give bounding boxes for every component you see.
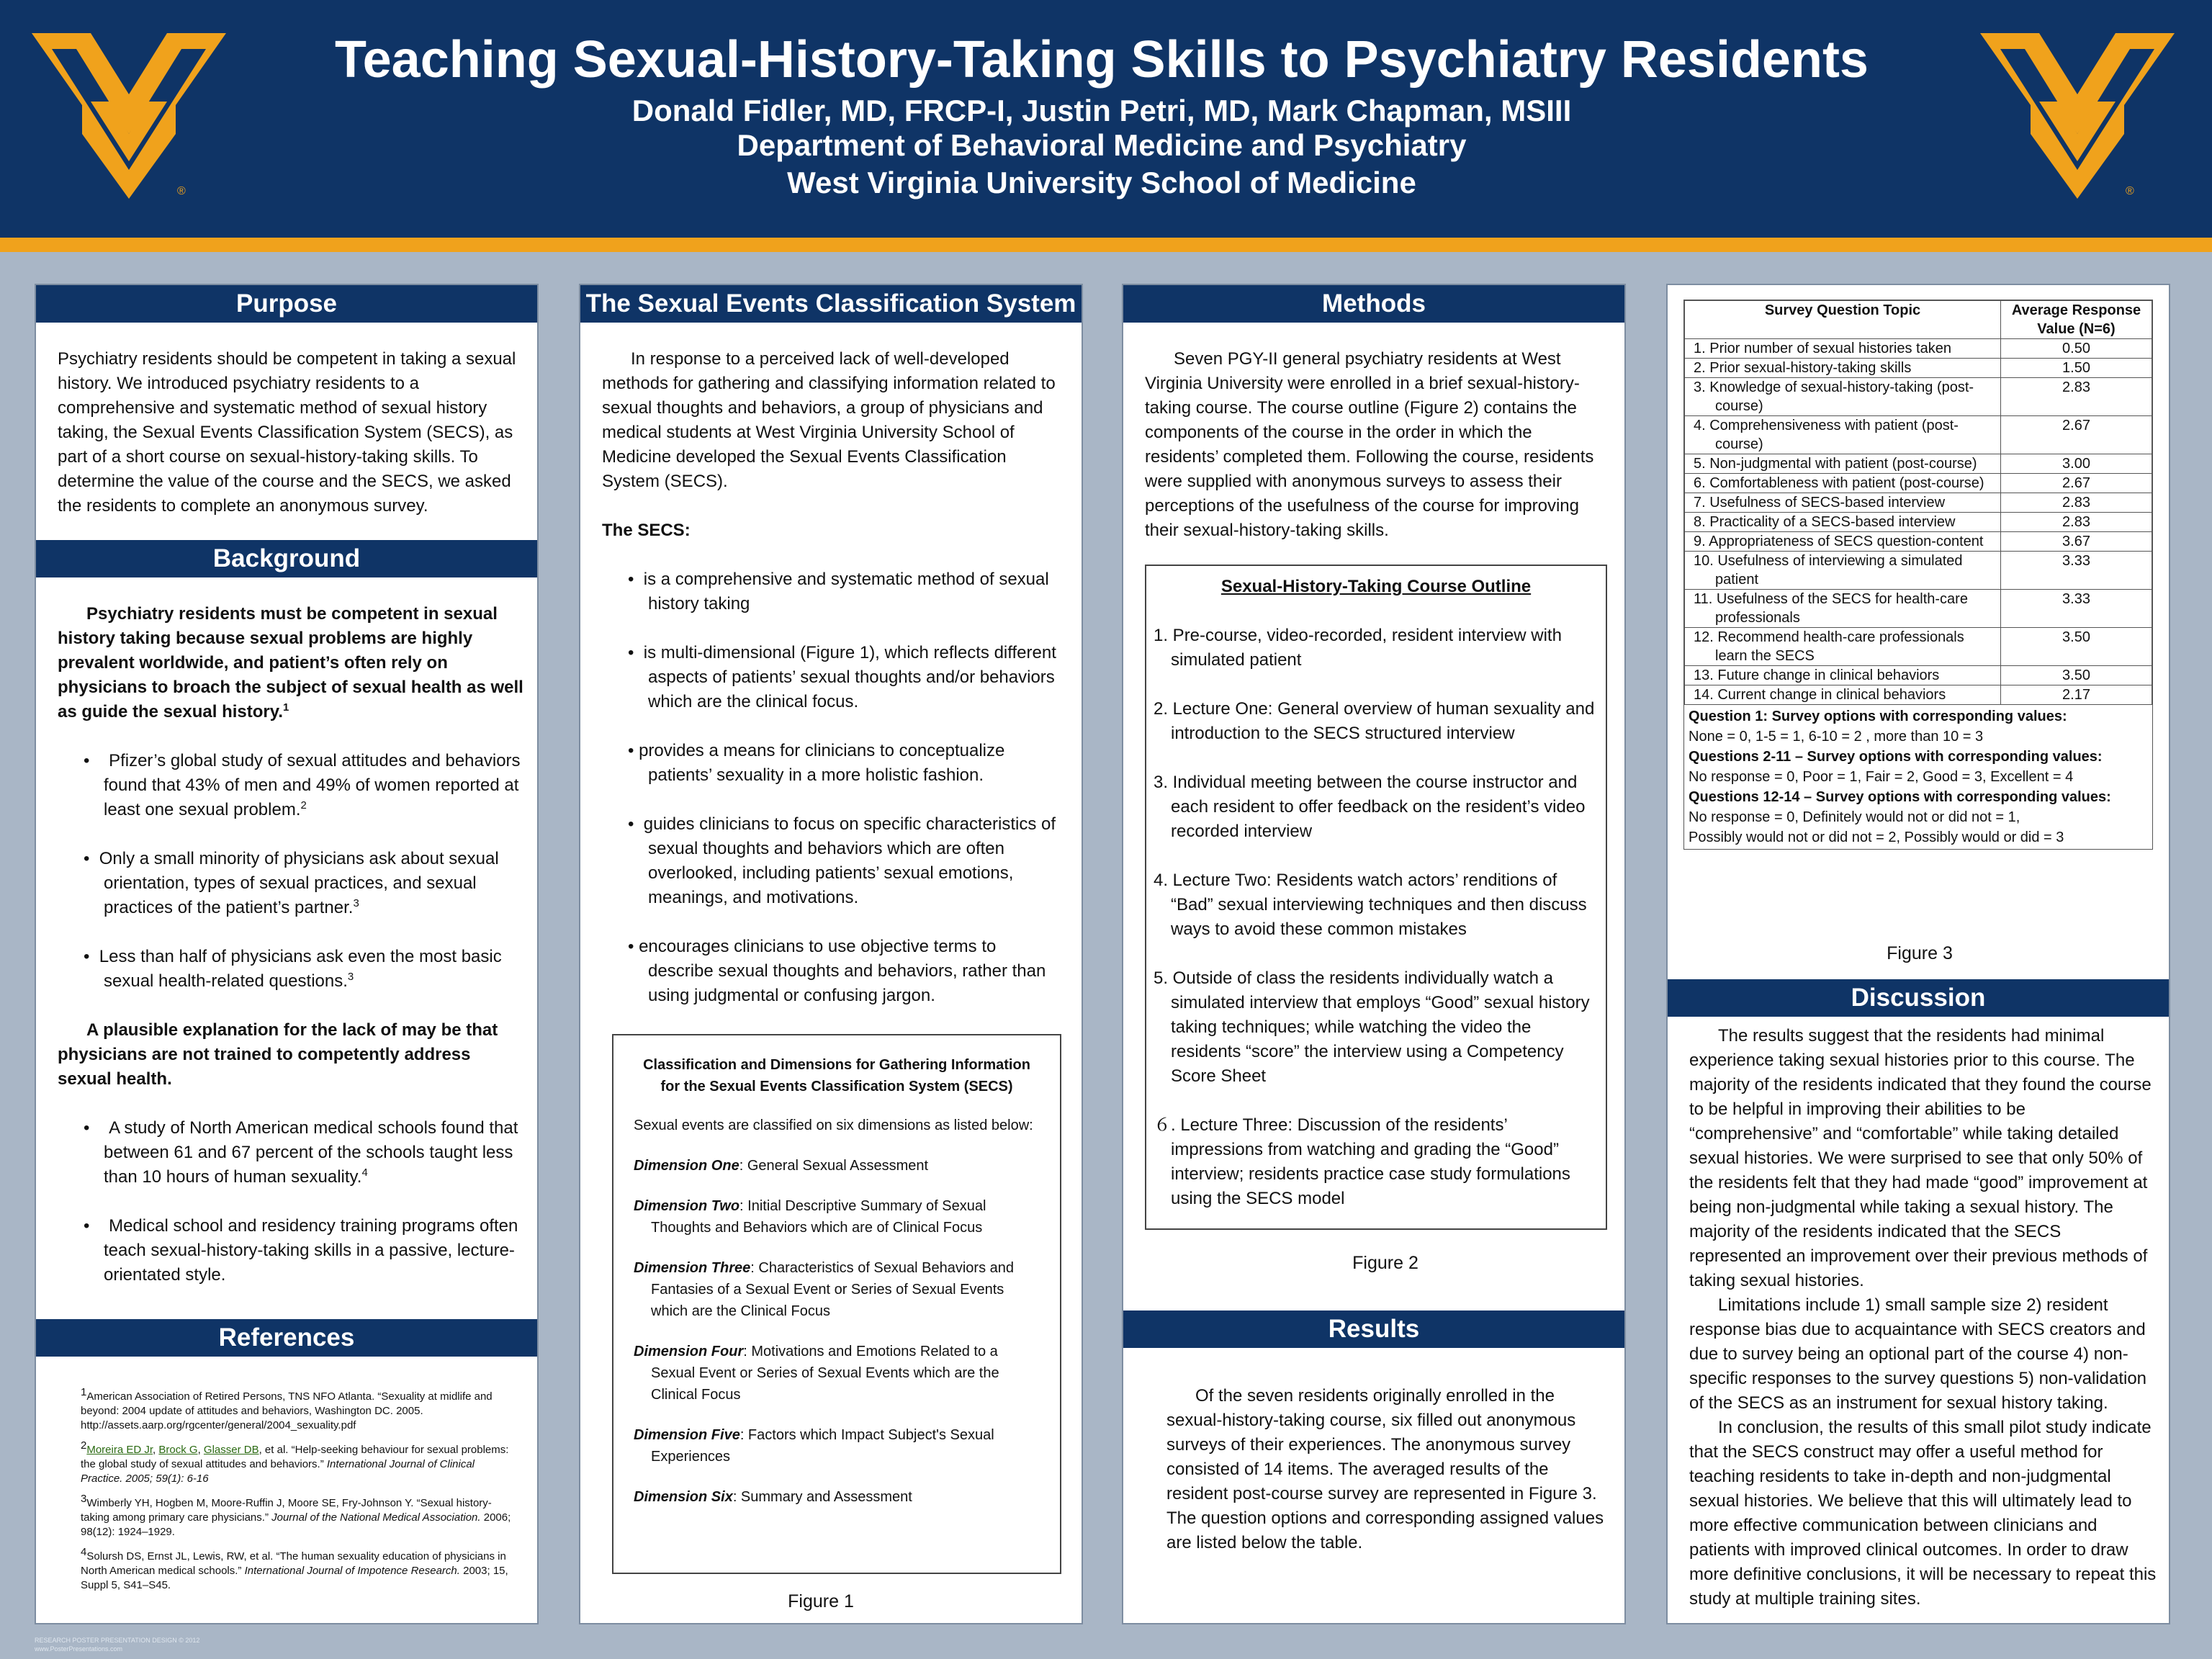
survey-topic-cell: 8. Practicality of a SECS-based interview <box>1685 513 2001 532</box>
reference-2-num: 2 <box>81 1439 87 1452</box>
survey-row <box>1685 416 2152 454</box>
reference-1-text: American Association of Retired Persons, TNS NFO Atlanta. “Sexuality at midlife and beyond: 2004 update of attitudes and behaviors, Washington DC. 2005. http://assets.aarp.org/rgcenter/general/2004_sexuality.pdf <box>81 1390 493 1431</box>
background-bullet-5-text: Medical school and residency training programs often teach sexual-history-taking skills in a passive, lecture-orientated style. <box>104 1216 518 1285</box>
secs-text <box>602 347 1063 1008</box>
survey-topic-cell: 2. Prior sexual-history-taking skills <box>1685 359 2001 378</box>
results-heading: Results <box>1123 1310 1624 1348</box>
reference-2-author-link-3[interactable]: Glasser DB <box>203 1444 259 1456</box>
background-bullet-4-text: A study of North American medical schools found that between 61 and 67 percent of the schools taught less than 10 hours of human sexuality. <box>104 1118 518 1187</box>
survey-col-topic: Survey Question Topic <box>1685 301 2001 339</box>
dimension-five-text: : Factors which Impact Subject's Sexual Experiences <box>651 1427 994 1465</box>
dimension-three-text: : Characteristics of Sexual Behaviors and Fantasies of a Sexual Event or Series of Sexual Events which are the Clinical Focus <box>651 1260 1014 1319</box>
dimension-four-text: : Motivations and Emotions Related to a Sexual Event or Series of Sexual Events which are the Clinical Focus <box>651 1344 999 1403</box>
outline-item-2: 2. Lecture One: General overview of human sexuality and introduction to the SECS structured interview <box>1154 699 1595 743</box>
background-bullet-2-ref: 3 <box>353 897 359 909</box>
survey-q3-values-1: No response = 0, Definitely would not or did not = 1, <box>1689 809 2020 825</box>
survey-value-cell: 3.33 <box>2001 590 2152 628</box>
survey-notes <box>1684 705 2152 849</box>
reference-4 <box>81 1546 513 1593</box>
wv-logo-left <box>32 26 226 199</box>
survey-topic-cell: 3. Knowledge of sexual-history-taking (post-course) <box>1685 378 2001 416</box>
discussion-paragraph-3: In conclusion, the results of this small pilot study indicate that the SECS construct may offer a useful method for teaching residents to take in-depth and non-judgmental sexual histories. We believe that this will ultimately lead to more effective communication between clinicians and patients with improved clinical outcomes. In order to draw more definitive conclusions, it will be necessary to repeat this study at multiple training sites. <box>1689 1418 2157 1609</box>
outline-item-5: 5. Outside of class the residents individually watch a simulated interview that employs “Good” sexual history taking techniques; while watching the video the residents “score” the interview using a Competency Score Sheet <box>1154 968 1590 1086</box>
secs-bullet-2: • is multi-dimensional (Figure 1), which reflects different aspects of patients’ sexual thoughts and/or behaviors which are the clinical focus. <box>628 643 1056 711</box>
survey-value-cell: 3.67 <box>2001 532 2152 552</box>
background-explanation: A plausible explanation for the lack of may be that physicians are not trained to competently address sexual health. <box>58 1020 498 1089</box>
secs-bullet-2-text: is multi-dimensional (Figure 1), which reflects different aspects of patients’ sexual thoughts and/or behaviors which are the clinical focus. <box>643 643 1056 711</box>
survey-q3-values-2: Possibly would not or did not = 2, Possibly would or did = 3 <box>1689 830 2064 845</box>
figure-1-caption: Figure 1 <box>788 1591 854 1611</box>
secs-intro: In response to a perceived lack of well-developed methods for gathering and classifying information related to sexual thoughts and behaviors, a group of physicians and medical students at West Virginia University School of Medicine developed the Sexual Events Classification System (SECS). <box>602 349 1056 491</box>
survey-value-cell: 2.67 <box>2001 474 2152 493</box>
survey-q2-label: Questions 2-11 – Survey options with corresponding values: <box>1689 749 2103 765</box>
survey-table-box <box>1683 300 2153 850</box>
footer-line-2: www.PosterPresentations.com <box>35 1645 123 1653</box>
survey-row <box>1685 666 2152 685</box>
survey-value-cell: 2.83 <box>2001 493 2152 513</box>
dimension-one-text: : General Sexual Assessment <box>739 1158 929 1174</box>
survey-topic-cell: 12. Recommend health-care professionals learn the SECS <box>1685 628 2001 666</box>
survey-topic-cell: 14. Current change in clinical behaviors <box>1685 685 2001 705</box>
background-heading: Background <box>36 540 537 577</box>
background-bullet-4-ref: 4 <box>361 1166 368 1179</box>
background-bullet-4: • A study of North American medical schools found that between 61 and 67 percent of the schools taught less than 10 hours of human sexuality.$^4$ <box>84 1118 518 1187</box>
survey-row <box>1685 685 2152 705</box>
survey-value-cell: 1.50 <box>2001 359 2152 378</box>
reference-4-journal: International Journal of Impotence Research. <box>244 1565 460 1577</box>
secs-bullet-5: • encourages clinicians to use objective terms to describe sexual thoughts and behaviors, rather than using judgmental or confusing jargon. <box>628 937 1046 1005</box>
background-lead-ref: 1 <box>282 701 289 714</box>
survey-row <box>1685 493 2152 513</box>
background-lead-text: Psychiatry residents must be competent in sexual history taking because sexual problems are highly prevalent worldwide, and patient’s often rely on physicians to broach the subject of sexual health as well as guide the sexual history. <box>58 604 523 721</box>
figure-3-caption: Figure 3 <box>1887 943 1953 963</box>
secs-bullet-1: • is a comprehensive and systematic method of sexual history taking <box>628 570 1049 613</box>
poster-title: Teaching Sexual-History-Taking Skills to Psychiatry Residents <box>335 31 1869 89</box>
reference-3-num: 3 <box>81 1493 87 1505</box>
survey-row <box>1685 552 2152 590</box>
outline-item-1: 1. Pre-course, video-recorded, resident interview with simulated patient <box>1154 626 1562 670</box>
survey-q2-values: No response = 0, Poor = 1, Fair = 2, Good = 3, Excellent = 4 <box>1689 769 2074 785</box>
secs-bullet-4-text: guides clinicians to focus on specific characteristics of sexual thoughts and behaviors which are often overlooked, including patients’ sexual emotions, meanings, and motivations. <box>643 814 1056 907</box>
reference-4-rest: 2003; 15, Suppl 5, S41–S45. <box>81 1565 508 1591</box>
survey-value-cell: 3.50 <box>2001 628 2152 666</box>
survey-value-cell: 2.67 <box>2001 416 2152 454</box>
dimension-five <box>634 1424 1040 1467</box>
dimension-two <box>634 1195 1040 1238</box>
column-four <box>1666 284 2170 1624</box>
dimension-two-name: Dimension Two <box>634 1198 740 1214</box>
background-bullet-1-text: Pfizer’s global study of sexual attitudes and behaviors found that 43% of men and 49% of women reported at least one sexual problem. <box>104 751 521 819</box>
figure-1-title: Classification and Dimensions for Gathering Information for the Sexual Events Classification System (SECS) <box>643 1057 1030 1094</box>
background-bullet-2: • Only a small minority of physicians ask about sexual orientation, types of sexual practices, and sexual practices of the patient’s partner.$^3$ <box>84 849 499 917</box>
survey-row <box>1685 513 2152 532</box>
discussion-text <box>1689 1024 2157 1611</box>
survey-body <box>1685 339 2152 705</box>
references-heading: References <box>36 1319 537 1357</box>
survey-row <box>1685 378 2152 416</box>
survey-value-cell: 3.50 <box>2001 666 2152 685</box>
discussion-paragraph-2: Limitations include 1) small sample size 2) resident response bias due to acquaintance with SECS creators and due to survey being an optional part of the course 4) non-specific responses to the survey questions 5) non-validation of the SECS as an instrument for sexual history taking. <box>1689 1295 2147 1413</box>
reference-3-text: Wimberly YH, Hogben M, Moore-Ruffin J, Moore SE, Fry-Johnson Y. “Sexual history-taking among primary care physicians.” <box>81 1497 492 1524</box>
reference-1-num: 1 <box>81 1386 87 1398</box>
outline-item-6: ６. Lecture Three: Discussion of the residents’ impressions from watching and grading the “Good” interview; residents practice case study formulations using the SECS model <box>1154 1115 1570 1208</box>
dimension-two-text: : Initial Descriptive Summary of Sexual Thoughts and Behaviors which are of Clinical Focus <box>651 1198 986 1236</box>
survey-row <box>1685 359 2152 378</box>
survey-col-value: Average Response Value (N=6) <box>2001 301 2152 339</box>
outline-item-4: 4. Lecture Two: Residents watch actors’ renditions of “Bad” sexual interviewing techniques and then discuss ways to avoid these common mistakes <box>1154 871 1587 939</box>
survey-row <box>1685 454 2152 474</box>
survey-topic-cell: 5. Non-judgmental with patient (post-course) <box>1685 454 2001 474</box>
reference-3 <box>81 1493 513 1539</box>
header-gold-stripe <box>0 238 2212 252</box>
reference-2-author-link-1[interactable]: Moreira ED Jr <box>86 1444 153 1456</box>
reference-2-text: , et al. “Help-seeking behaviour for sexual problems: the global study of sexual attitudes and behaviors.” <box>81 1444 509 1470</box>
secs-bullet-4: • guides clinicians to focus on specific characteristics of sexual thoughts and behaviors which are often overlooked, including patients’ sexual emotions, meanings, and motivations. <box>628 814 1056 907</box>
secs-bullet-3: • provides a means for clinicians to conceptualize patients’ sexuality in a more holistic fashion. <box>628 741 1005 785</box>
purpose-text <box>58 347 518 543</box>
reference-4-text: Solursh DS, Ernst JL, Lewis, RW, et al. “The human sexuality education of physicians in North American medical schools.” <box>81 1550 506 1577</box>
results-paragraph: Of the seven residents originally enrolled in the sexual-history-taking course, six filled out anonymous surveys of their experiences. The anonymous survey consisted of 14 items. The averaged results of the resident post-course survey are represented in Figure 3. The question options and corresponding assigned values are listed below the table. <box>1166 1386 1604 1552</box>
survey-topic-cell: 13. Future change in clinical behaviors <box>1685 666 2001 685</box>
reference-3-journal: Journal of the National Medical Association. <box>271 1511 481 1524</box>
survey-value-cell: 2.83 <box>2001 378 2152 416</box>
dimension-one <box>634 1155 1040 1177</box>
methods-paragraph: Seven PGY-II general psychiatry residents at West Virginia University were enrolled in a brief sexual-history-taking course. The course outline (Figure 2) contains the components of the course in the order in which the residents’ completed them. Following the course, residents were supplied with anonymous surveys to assess their perceptions of the usefulness of the course for improving their sexual-history-taking skills. <box>1145 349 1594 540</box>
footer <box>35 1636 199 1653</box>
dimension-three-name: Dimension Three <box>634 1260 751 1276</box>
background-text <box>58 602 526 1287</box>
survey-q1-values: None = 0, 1-5 = 1, 6-10 = 2 , more than 10 = 3 <box>1689 729 1984 745</box>
survey-q3-label: Questions 12-14 – Survey options with corresponding values: <box>1689 789 2111 805</box>
reference-2: $^2$Moreira ED Jr, Brock G, Glasser DB, et al. “Help-seeking behaviour for sexual problems: the global study of sexual attitudes and behaviors.” International Journal of Clinical Practice. 2005; 59(1): 6-16 <box>81 1439 509 1485</box>
secs-bullet-5-text: encourages clinicians to use objective terms to describe sexual thoughts and behaviors, rather than using judgmental or confusing jargon. <box>639 937 1046 1005</box>
survey-topic-cell: 1. Prior number of sexual histories taken <box>1685 339 2001 359</box>
references-list <box>81 1386 513 1603</box>
survey-topic-cell: 11. Usefulness of the SECS for health-care professionals <box>1685 590 2001 628</box>
outline-title: Sexual-History-Taking Course Outline <box>1220 577 1532 596</box>
survey-topic-cell: 7. Usefulness of SECS-based interview <box>1685 493 2001 513</box>
secs-label: The SECS: <box>602 521 691 540</box>
dimension-one-name: Dimension One <box>634 1158 739 1174</box>
dimension-six-text: : Summary and Assessment <box>732 1489 912 1505</box>
reference-4-num: 4 <box>81 1546 87 1558</box>
survey-topic-cell: 4. Comprehensiveness with patient (post-course) <box>1685 416 2001 454</box>
secs-bullet-1-text: is a comprehensive and systematic method of sexual history taking <box>643 570 1049 613</box>
survey-row <box>1685 474 2152 493</box>
outline-item-3: 3. Individual meeting between the course instructor and each resident to offer feedback on the resident’s video recorded interview <box>1154 773 1586 841</box>
survey-row <box>1685 339 2152 359</box>
dimension-six-name: Dimension Six <box>634 1489 733 1505</box>
dimension-six <box>634 1486 1040 1508</box>
results-text <box>1166 1384 1606 1555</box>
survey-row <box>1685 532 2152 552</box>
discussion-heading: Discussion <box>1668 979 2169 1017</box>
figure-2-caption: Figure 2 <box>1352 1253 1419 1273</box>
survey-value-cell: 3.00 <box>2001 454 2152 474</box>
survey-topic-cell: 10. Usefulness of interviewing a simulated patient <box>1685 552 2001 590</box>
survey-value-cell: 2.83 <box>2001 513 2152 532</box>
background-bullet-3: • Less than half of physicians ask even the most basic sexual health-related questions.$^3$ <box>84 947 502 991</box>
purpose-paragraph: Psychiatry residents should be competent in taking a sexual history. We introduced psychiatry residents to a comprehensive and systematic method of sexual history taking, the Sexual Events Classification System (SECS), as part of a short course on sexual-history-taking skills. To determine the value of the course and the SECS, we asked the residents to complete an anonymous survey. <box>58 349 516 516</box>
purpose-heading: Purpose <box>36 285 537 323</box>
survey-header-row <box>1685 301 2152 339</box>
background-bullet-3-text: Less than half of physicians ask even the most basic sexual health-related questions. <box>99 947 502 991</box>
background-bullet-1: • Pfizer’s global study of sexual attitudes and behaviors found that 43% of men and 49% of women reported at least one sexual problem.$^2$ <box>84 751 521 819</box>
wv-logo-left-mark: ® <box>177 185 186 197</box>
figure-1-intro: Sexual events are classified on six dimensions as listed below: <box>634 1118 1033 1133</box>
dimension-four-name: Dimension Four <box>634 1344 744 1359</box>
poster-department: Department of Behavioral Medicine and Psychiatry <box>737 128 1467 162</box>
wv-logo-right <box>1980 26 2175 199</box>
survey-row <box>1685 590 2152 628</box>
background-bullet-1-ref: 2 <box>300 799 307 811</box>
secs-heading: The Sexual Events Classification System <box>580 285 1082 323</box>
survey-q1-label: Question 1: Survey options with corresponding values: <box>1689 709 2067 724</box>
dimension-four <box>634 1341 1040 1406</box>
survey-row <box>1685 628 2152 666</box>
background-bullet-5: • Medical school and residency training programs often teach sexual-history-taking skills in a passive, lecture-orientated style. <box>84 1216 518 1285</box>
background-bullet-2-text: Only a small minority of physicians ask about sexual orientation, types of sexual practices, and sexual practices of the patient’s partner. <box>99 849 499 917</box>
survey-table <box>1684 300 2152 705</box>
survey-value-cell: 0.50 <box>2001 339 2152 359</box>
methods-text <box>1145 347 1606 543</box>
survey-q1-label-text: Question 1: Survey options with corresponding values <box>1689 709 2062 724</box>
poster-authors: Donald Fidler, MD, FRCP-I, Justin Petri, MD, Mark Chapman, MSIII <box>631 94 1572 127</box>
reference-2-author-link-2[interactable]: Brock G <box>158 1444 198 1456</box>
dimension-five-name: Dimension Five <box>634 1427 740 1443</box>
poster-school: West Virginia University School of Medicine <box>787 166 1416 199</box>
survey-topic-cell: 9. Appropriateness of SECS question-content <box>1685 532 2001 552</box>
survey-value-cell: 3.33 <box>2001 552 2152 590</box>
wv-logo-right-mark: ® <box>2126 185 2134 197</box>
reference-3-rest: 2006; 98(12): 1924–1929. <box>81 1511 511 1538</box>
discussion-paragraph-1: The results suggest that the residents had minimal experience taking sexual histories prior to this course. The majority of the residents indicated that they found the course to be helpful in improving their abilities to be “comprehensive” and “comfortable” while taking detailed sexual histories. We were surprised to see that only 50% of the residents felt that they had made “good” improvement at being non-judgmental while taking a sexual history. The majority of the residents indicated that the SECS represented an improvement over their previous methods of taking sexual histories. <box>1689 1026 2152 1290</box>
survey-topic-cell: 6. Comfortableness with patient (post-course) <box>1685 474 2001 493</box>
footer-line-1: RESEARCH POSTER PRESENTATION DESIGN © 2012 <box>35 1637 200 1644</box>
dimension-three <box>634 1257 1040 1322</box>
reference-1 <box>81 1386 513 1433</box>
figure-1-box <box>612 1034 1061 1574</box>
background-lead <box>58 602 526 724</box>
reference-2-journal: International Journal of Clinical Practice. 2005; 59(1): 6-16 <box>81 1458 475 1485</box>
survey-value-cell: 2.17 <box>2001 685 2152 705</box>
secs-bullet-3-text: provides a means for clinicians to conceptualize patients’ sexuality in a more holistic fashion. <box>639 741 1005 785</box>
figure-2-box <box>1145 565 1607 1230</box>
background-bullet-3-ref: 3 <box>347 971 354 983</box>
methods-heading: Methods <box>1123 285 1624 323</box>
